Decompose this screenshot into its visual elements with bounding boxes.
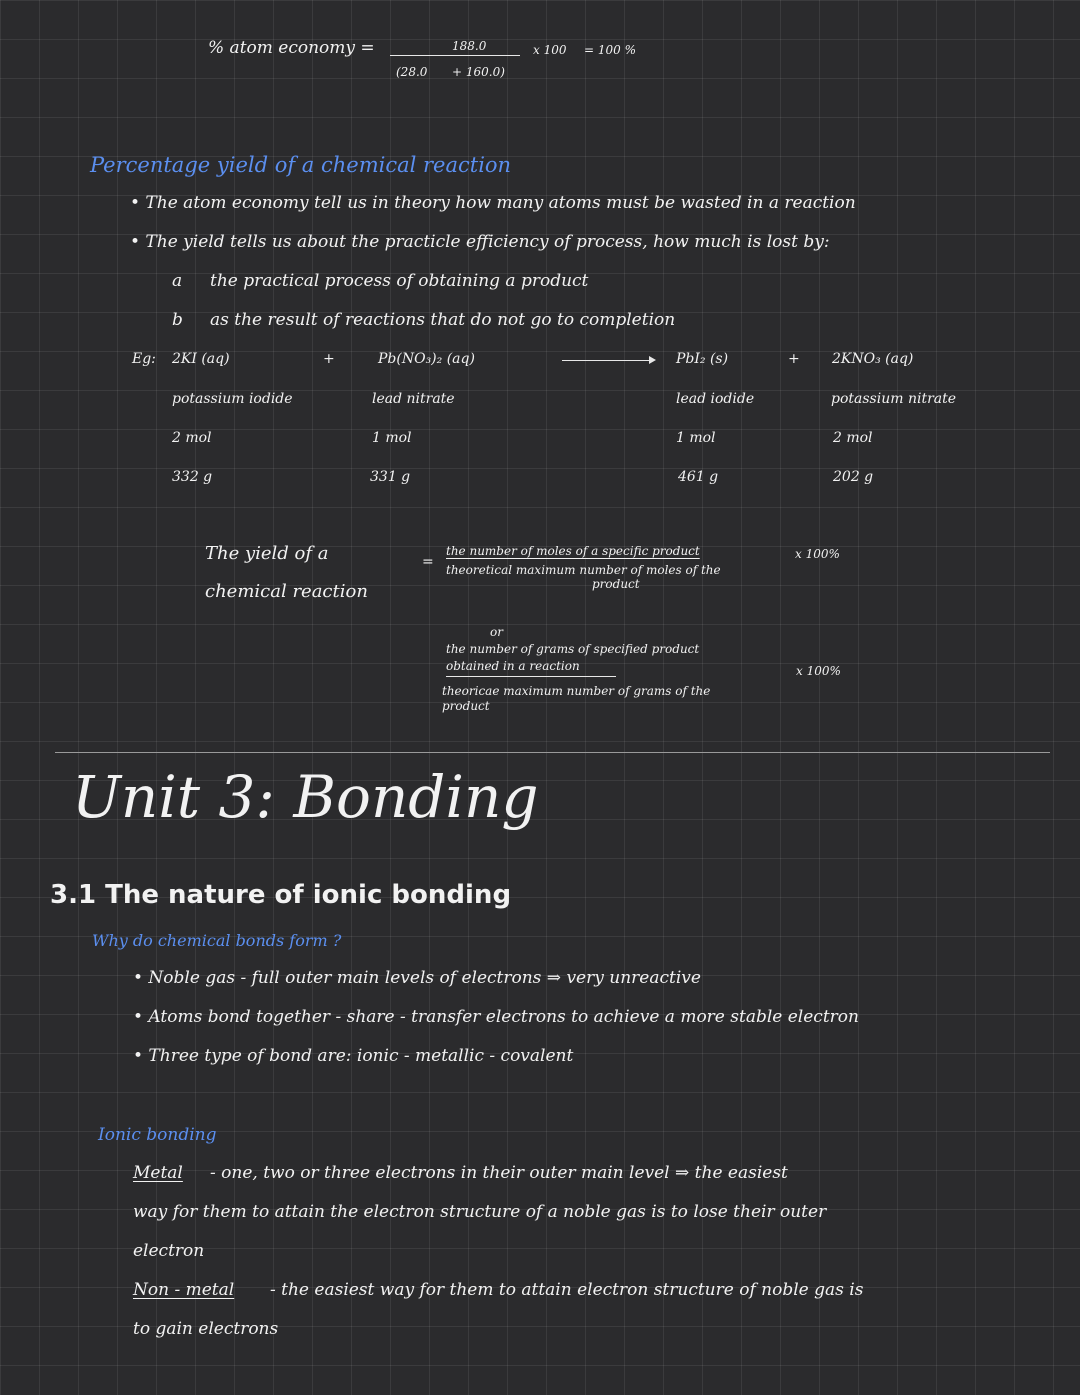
species-name: lead iodide — [676, 391, 755, 407]
formula-2-numerator-line-1: the number of grams of specified product — [446, 642, 700, 656]
product-2: 2KNO₃ (aq) — [832, 351, 914, 367]
plus-1: + — [323, 351, 335, 367]
reactant-2: Pb(NO₃)₂ (aq) — [378, 351, 475, 367]
nonmetal-line-2: to gain electrons — [133, 1319, 279, 1339]
nonmetal-label: Non - metal — [133, 1280, 235, 1300]
atom-economy-denominator-a: (28.0 — [396, 65, 428, 79]
formula-2-times: x 100% — [796, 664, 841, 678]
yield-heading: Percentage yield of a chemical reaction — [90, 153, 512, 177]
species-mass: 331 g — [370, 469, 411, 485]
species-moles: 2 mol — [172, 430, 212, 446]
formula-or: or — [490, 625, 503, 639]
formula-1-numerator: the number of moles of a specific product — [446, 544, 700, 558]
species-moles: 1 mol — [676, 430, 716, 446]
why-bullet-3: • Three type of bond are: ionic - metallic - covalent — [133, 1046, 574, 1066]
atom-economy-numerator: 188.0 — [452, 39, 487, 53]
equation-label: Eg: — [132, 351, 156, 367]
yield-bullet-2: • The yield tells us about the practicle efficiency of process, how much is lost by: — [130, 232, 830, 252]
species-mass: 202 g — [833, 469, 874, 485]
why-heading: Why do chemical bonds form ? — [92, 931, 342, 950]
species-moles: 1 mol — [372, 430, 412, 446]
atom-economy-result: = 100 % — [584, 43, 636, 57]
atom-economy-times: x 100 — [533, 43, 567, 57]
section-title: 3.1 The nature of ionic bonding — [50, 880, 512, 910]
reactant-1: 2KI (aq) — [172, 351, 230, 367]
formula-1-denominator-line-2: product — [592, 577, 640, 591]
yield-bullet-1: • The atom economy tell us in theory how many atoms must be wasted in a reaction — [130, 193, 856, 213]
nonmetal-line-1: - the easiest way for them to attain electron structure of noble gas is — [270, 1280, 864, 1300]
formula-2-denominator-line-1: theoricae maximum number of grams of the — [442, 684, 711, 698]
atom-economy-label: % atom economy = — [208, 38, 375, 58]
species-name: potassium nitrate — [831, 391, 957, 407]
formula-2-denominator-line-2: product — [442, 699, 490, 713]
yield-lhs-line-1: The yield of a — [205, 543, 329, 564]
formula-1-times: x 100% — [795, 547, 840, 561]
metal-line-3: electron — [133, 1241, 205, 1261]
unit-title: Unit 3: Bonding — [72, 763, 539, 831]
ionic-heading: Ionic bonding — [98, 1125, 217, 1145]
product-1: PbI₂ (s) — [676, 351, 729, 367]
item-a-text: the practical process of obtaining a product — [210, 271, 589, 291]
species-mass: 332 g — [172, 469, 213, 485]
fraction-bar — [390, 55, 520, 56]
metal-line-2: way for them to attain the electron structure of a noble gas is to lose their outer — [133, 1202, 827, 1222]
atom-economy-denominator-b: + 160.0) — [452, 65, 505, 79]
species-moles: 2 mol — [833, 430, 873, 446]
section-divider — [55, 752, 1050, 753]
item-a-letter: a — [172, 271, 183, 291]
why-bullet-2: • Atoms bond together - share - transfer electrons to achieve a more stable electron — [133, 1007, 859, 1027]
reaction-arrow — [562, 360, 654, 361]
item-b-letter: b — [172, 310, 183, 330]
species-name: potassium iodide — [172, 391, 293, 407]
species-mass: 461 g — [678, 469, 719, 485]
metal-line-1: - one, two or three electrons in their outer main level ⇒ the easiest — [210, 1163, 788, 1183]
yield-lhs-line-2: chemical reaction — [205, 581, 368, 602]
yield-equals: = — [422, 554, 434, 570]
item-b-text: as the result of reactions that do not go to completion — [210, 310, 676, 330]
why-bullet-1: • Noble gas - full outer main levels of electrons ⇒ very unreactive — [133, 968, 701, 988]
formula-1-denominator-line-1: theoretical maximum number of moles of the — [446, 563, 721, 577]
plus-2: + — [788, 351, 800, 367]
formula-2-numerator-line-2: obtained in a reaction — [446, 659, 580, 673]
formula-2-bar — [446, 676, 616, 677]
metal-label: Metal — [133, 1163, 183, 1183]
species-name: lead nitrate — [372, 391, 455, 407]
